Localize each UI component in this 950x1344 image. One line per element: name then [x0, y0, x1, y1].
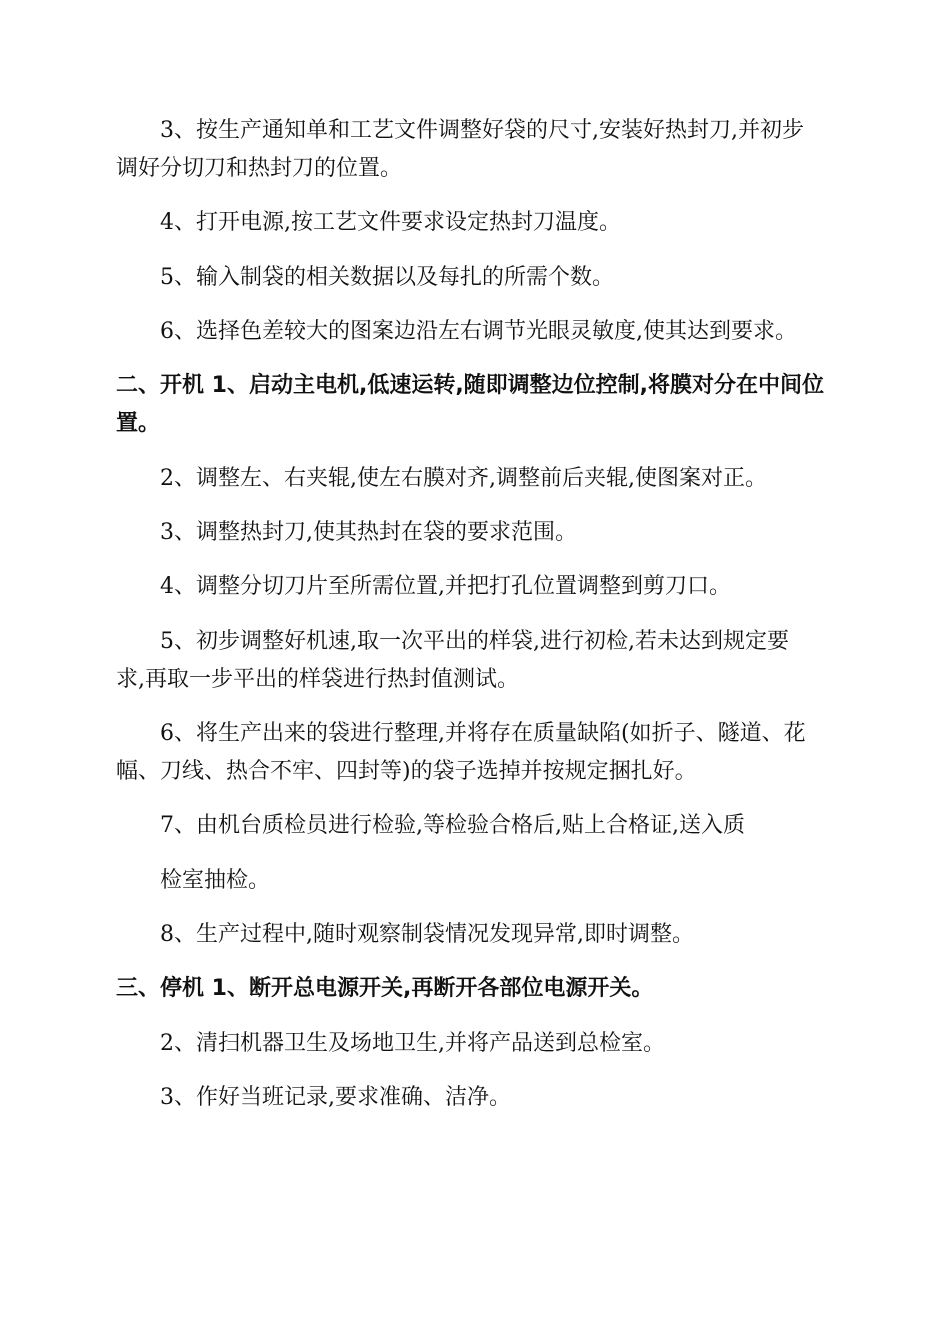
paragraph-10-line-1: 6、将生产出来的袋进行整理,并将存在质量缺陷(如折子、隧道、花: [160, 721, 806, 746]
paragraph-10-line-2: 幅、刀线、热合不牢、四封等)的袋子选掉并按规定捆扎好。: [116, 759, 697, 784]
section-heading-start-machine: 二、开机 1、启动主电机,低速运转,随即调整边位控制,将膜对分在中间位: [116, 373, 825, 398]
paragraph-2-line-1: 4、打开电源,按工艺文件要求设定热封刀温度。: [160, 210, 621, 235]
paragraph-1-line-2: 调好分切刀和热封刀的位置。: [116, 156, 403, 181]
section-heading-stop-machine: 三、停机 1、断开总电源开关,再断开各部位电源开关。: [116, 976, 654, 1001]
paragraph-11-line-1: 7、由机台质检员进行检验,等检验合格后,贴上合格证,送入质: [160, 813, 745, 838]
paragraph-1-line-1: 3、按生产通知单和工艺文件调整好袋的尺寸,安装好热封刀,并初步: [160, 118, 804, 143]
paragraph-7-line-1: 3、调整热封刀,使其热封在袋的要求范围。: [160, 520, 577, 545]
paragraph-12-line-1: 检室抽检。: [160, 868, 271, 893]
paragraph-9-line-1: 5、初步调整好机速,取一次平出的样袋,进行初检,若未达到规定要: [160, 629, 789, 654]
paragraph-6-line-1: 2、调整左、右夹辊,使左右膜对齐,调整前后夹辊,使图案对正。: [160, 466, 767, 491]
paragraph-4-line-1: 6、选择色差较大的图案边沿左右调节光眼灵敏度,使其达到要求。: [160, 319, 797, 344]
paragraph-3-line-1: 5、输入制袋的相关数据以及每扎的所需个数。: [160, 265, 614, 290]
paragraph-9-line-2: 求,再取一步平出的样袋进行热封值测试。: [116, 667, 519, 692]
paragraph-13-line-1: 8、生产过程中,随时观察制袋情况发现异常,即时调整。: [160, 922, 694, 947]
section-heading-start-machine-cont: 置。: [116, 411, 161, 436]
paragraph-15-line-1: 2、清扫机器卫生及场地卫生,并将产品送到总检室。: [160, 1031, 665, 1056]
paragraph-16-line-1: 3、作好当班记录,要求准确、洁净。: [160, 1085, 511, 1110]
paragraph-8-line-1: 4、调整分切刀片至所需位置,并把打孔位置调整到剪刀口。: [160, 574, 731, 599]
